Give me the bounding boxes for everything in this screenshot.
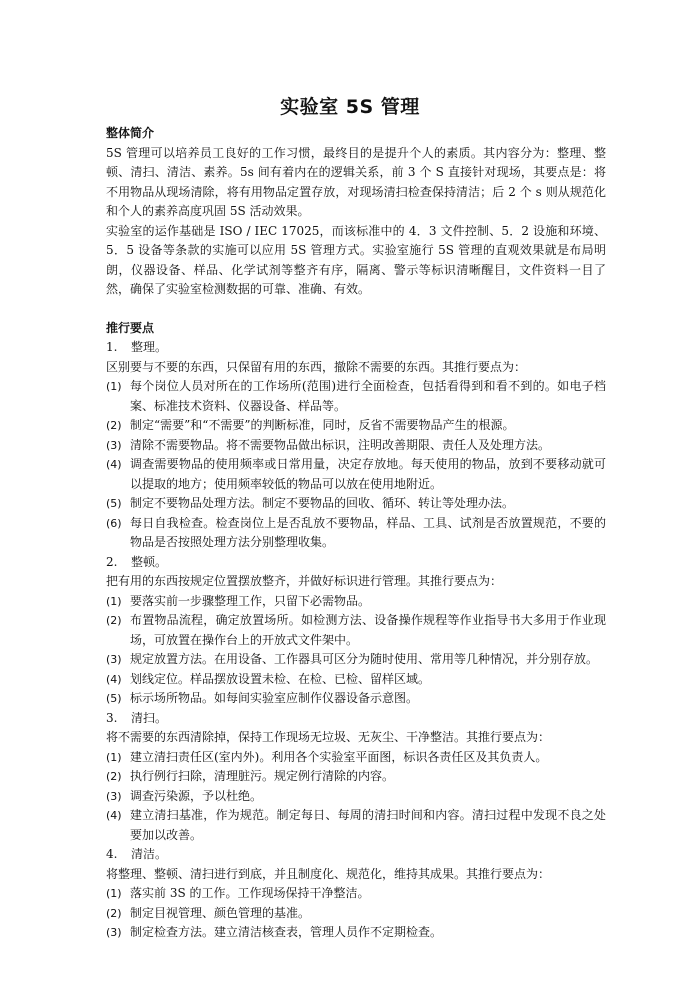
step-title: 1. 整理。 — [106, 340, 168, 354]
step-summary: 将不需要的东西清除掉，保持工作现场无垃圾、无灰尘、干净整洁。其推行要点为： — [106, 730, 551, 744]
list-item: (2) 制定目视管理、颜色管理的基准。 — [106, 905, 311, 920]
list-item: (1) 落实前 3S 的工作。工作现场保持干净整洁。 — [106, 886, 370, 900]
list-item: (6) 每日自我检查。检查岗位上是否乱放不要物品，样品、工具、试剂是否放置规范，不要的物品是否按照处理方法分别整理收集。 — [106, 515, 606, 549]
step-summary: 将整理、整顿、清扫进行到底，并且制度化、规范化，维持其成果。其推行要点为： — [106, 866, 551, 881]
page-title: 实验室 5S 管理 — [280, 96, 420, 118]
list-item: (1) 建立清扫责任区(室内外)。利用各个实验室平面图，标识各责任区及其负责人。 — [106, 749, 548, 764]
intro-heading: 整体简介 — [106, 126, 155, 140]
list-item: (4) 划线定位。样品摆放设置未检、在检、已检、留样区域。 — [106, 671, 431, 686]
list-item: (3) 规定放置方法。在用设备、工作器具可区分为随时使用、常用等几种情况，并分别存放。 — [106, 652, 599, 666]
list-item: (3) 调查污染源，予以杜绝。 — [106, 788, 263, 803]
list-item: (4) 调查需要物品的使用频率或日常用量，决定存放地。每天使用的物品，放到不要移动就可以提取的地方；使用频率较低的物品可以放在使用地附近。 — [106, 457, 606, 491]
list-item: (2) 制定“需要”和“不需要”的判断标准，同时，反省不需要物品产生的根源。 — [106, 418, 515, 432]
list-item: (2) 执行例行扫除，清理脏污。规定例行清除的内容。 — [106, 769, 395, 783]
intro-paragraph: 5S 管理可以培养员工良好的工作习惯，最终目的是提升个人的素质。其内容分为：整理、整顿、清扫、清洁、素养。5s 间有着内在的逻辑关系，前 3 个 S 直接针对现场，其要点是：将不用物品从现场清除，将有用物品定置存放，对现场清扫检查保持清洁；后 2 个 s 则从规范化和个人的素养高度巩固 5S 活动效果。 — [106, 145, 606, 218]
list-item: (5) 制定不要物品处理方法。制定不要物品的回收、循环、转让等处理办法。 — [106, 496, 515, 510]
points-heading: 推行要点 — [106, 320, 155, 335]
list-item: (3) 清除不需要物品。将不需要物品做出标识，注明改善期限、责任人及处理方法。 — [106, 437, 551, 452]
step-title: 4. 清洁。 — [106, 847, 168, 861]
list-item: (3) 制定检查方法。建立清洁核查表，管理人员作不定期检查。 — [106, 925, 443, 939]
intro-paragraph: 实验室的运作基础是 ISO / IEC 17025，而该标准中的 4．3 文件控制、5．2 设施和环境、5．5 设备等条款的实施可以应用 5S 管理方式。实验室施行 5S 管理的直观效果就是布局明朗，仪器设备、样品、化学试剂等整齐有序，隔离、警示等标识清晰醒目，文件资料一目了然，确保了实验室检测数据的可靠、准确、有效。 — [106, 223, 606, 296]
step-summary: 把有用的东西按规定位置摆放整齐，并做好标识进行管理。其推行要点为： — [106, 574, 503, 588]
list-item: (2) 布置物品流程，确定放置场所。如检测方法、设备操作规程等作业指导书大多用于作业现场，可放置在操作台上的开放式文件架中。 — [106, 613, 606, 647]
document-body — [106, 124, 606, 943]
list-item: (4) 建立清扫基准，作为规范。制定每日、每周的清扫时间和内容。清扫过程中发现不良之处要加以改善。 — [106, 808, 606, 842]
step-title: 3. 清扫。 — [106, 710, 168, 725]
list-item: (5) 标示场所物品。如每间实验室应制作仪器设备示意图。 — [106, 691, 419, 705]
section-gap — [106, 300, 606, 319]
step-title: 2. 整顿。 — [106, 554, 168, 569]
step-summary: 区别要与不要的东西，只保留有用的东西，撤除不需要的东西。其推行要点为： — [106, 359, 527, 374]
list-item: (1) 每个岗位人员对所在的工作场所(范围)进行全面检查，包括看得到和看不到的。如电子档案、标准技术资料、仪器设备、样品等。 — [106, 379, 606, 413]
list-item: (1) 要落实前一步骤整理工作，只留下必需物品。 — [106, 593, 371, 608]
